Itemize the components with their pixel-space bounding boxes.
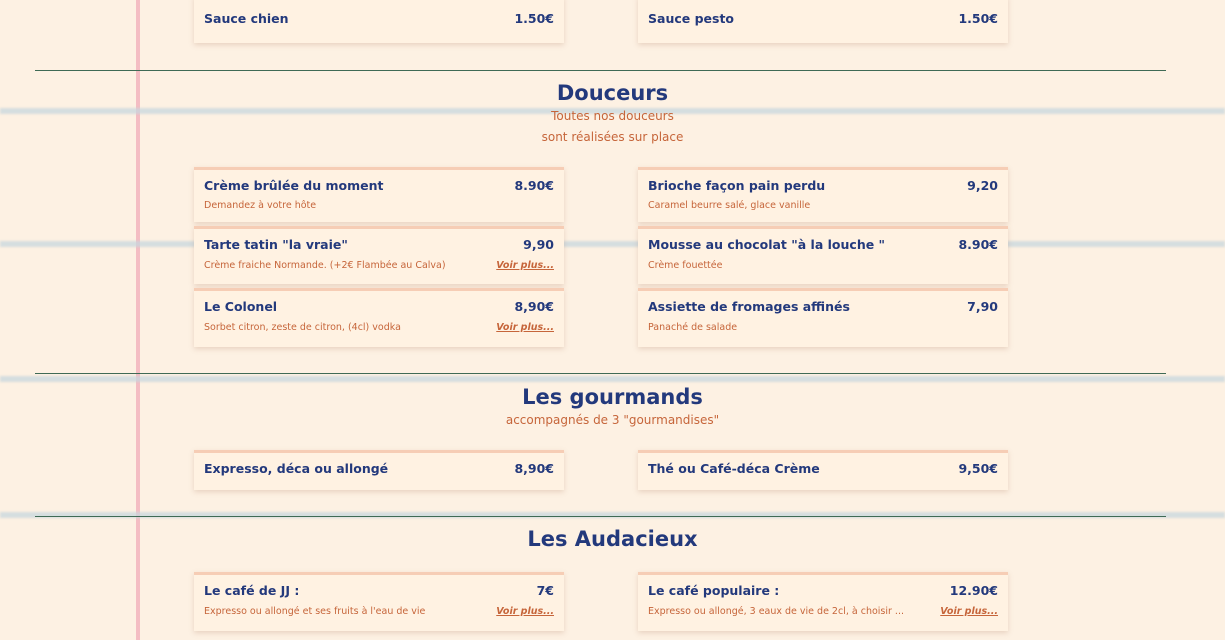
menu-item-card[interactable] — [638, 288, 1008, 347]
see-more-link[interactable]: Voir plus... — [496, 322, 554, 333]
item-name: Le café populaire : — [648, 583, 780, 598]
item-description: Crème fraiche Normande. (+2€ Flambée au Calva) — [204, 260, 446, 271]
menu-item-card[interactable] — [638, 0, 1008, 43]
see-more-link[interactable]: Voir plus... — [496, 260, 554, 271]
item-description: Crème fouettée — [648, 260, 723, 271]
item-price: 8,90€ — [514, 299, 554, 314]
see-more-link[interactable]: Voir plus... — [940, 606, 998, 617]
item-description: Panaché de salade — [648, 322, 738, 333]
section-subtitle: Toutes nos douceurs — [551, 109, 674, 123]
item-price: 9,20 — [967, 178, 998, 193]
item-price: 9,50€ — [958, 461, 998, 476]
menu-item-card[interactable] — [638, 450, 1008, 490]
menu-item-card[interactable] — [194, 0, 564, 43]
item-description: Expresso ou allongé, 3 eaux de vie de 2cl, à choisir ... — [648, 606, 904, 617]
item-name: Crème brûlée du moment — [204, 178, 384, 193]
item-description: Expresso ou allongé et ses fruits à l'eau de vie — [204, 606, 426, 617]
section-title: Les gourmands — [522, 385, 703, 409]
item-description: Demandez à votre hôte — [204, 200, 317, 211]
item-price: 7€ — [536, 583, 554, 598]
item-name: Expresso, déca ou allongé — [204, 461, 389, 476]
item-price: 8.90€ — [958, 237, 998, 252]
background-line — [0, 376, 1225, 382]
menu-item-card[interactable] — [194, 572, 564, 631]
menu-item-card[interactable] — [194, 288, 564, 347]
section-title: Douceurs — [556, 81, 669, 105]
menu-item-card[interactable] — [638, 226, 1008, 284]
item-price: 1.50€ — [958, 11, 998, 26]
section-title: Les Audacieux — [527, 527, 698, 551]
item-name: Sauce pesto — [648, 11, 735, 26]
item-name: Sauce chien — [204, 11, 289, 26]
menu-item-card[interactable] — [194, 167, 564, 222]
item-price: 12.90€ — [949, 583, 998, 598]
item-description: Sorbet citron, zeste de citron, (4cl) vodka — [204, 322, 401, 333]
item-price: 8,90€ — [514, 461, 554, 476]
section-divider — [35, 516, 1166, 517]
background-line — [0, 512, 1225, 518]
item-name: Le café de JJ : — [204, 583, 300, 598]
item-name: Brioche façon pain perdu — [648, 178, 826, 193]
see-more-link[interactable]: Voir plus... — [496, 606, 554, 617]
item-name: Tarte tatin "la vraie" — [204, 237, 348, 252]
item-price: 1.50€ — [514, 11, 554, 26]
item-name: Thé ou Café-déca Crème — [648, 461, 820, 476]
section-divider — [35, 373, 1166, 374]
menu-item-card[interactable] — [638, 572, 1008, 631]
item-name: Mousse au chocolat "à la louche " — [648, 237, 886, 252]
section-divider — [35, 70, 1166, 71]
menu-item-card[interactable] — [194, 450, 564, 490]
item-price: 7,90 — [967, 299, 998, 314]
section-subtitle: accompagnés de 3 "gourmandises" — [505, 413, 720, 427]
menu-item-card[interactable] — [638, 167, 1008, 222]
item-name: Le Colonel — [204, 299, 278, 314]
menu-item-card[interactable] — [194, 226, 564, 284]
item-name: Assiette de fromages affinés — [648, 299, 850, 314]
background-line — [0, 241, 1225, 247]
item-price: 8.90€ — [514, 178, 554, 193]
item-description: Caramel beurre salé, glace vanille — [648, 200, 811, 211]
item-price: 9,90 — [523, 237, 554, 252]
section-subtitle: sont réalisées sur place — [541, 130, 684, 144]
